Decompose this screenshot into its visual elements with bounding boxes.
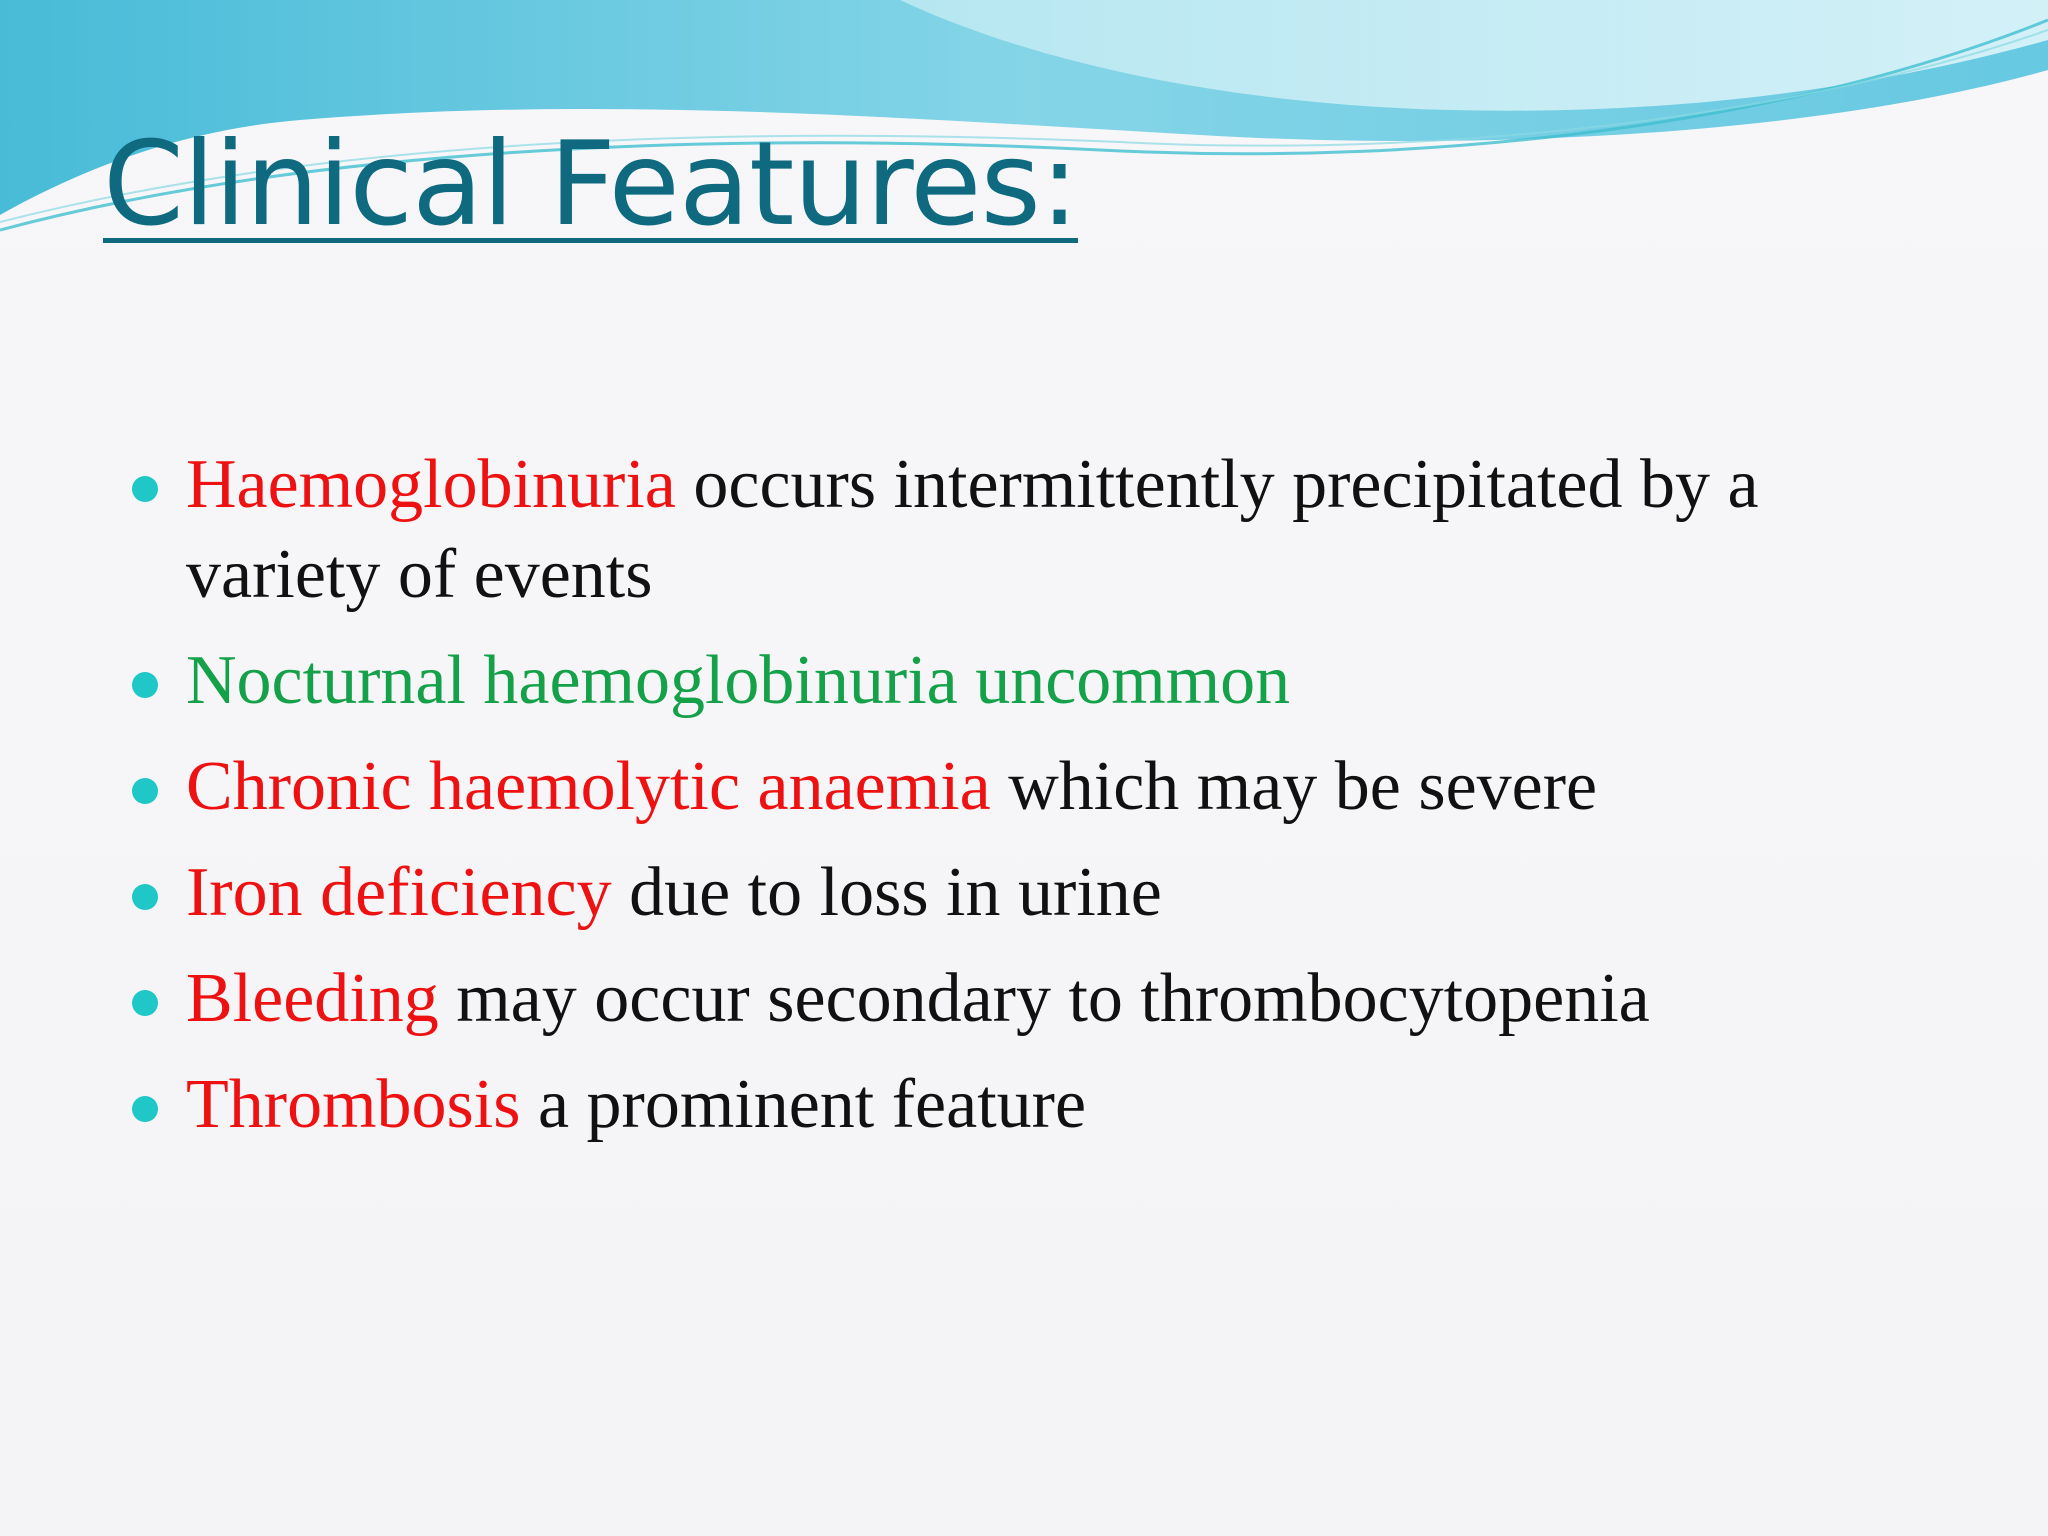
bullet-highlight: Chronic haemolytic anaemia [186, 748, 991, 825]
bullet-text: a prominent feature [520, 1066, 1087, 1143]
bullet-dot-icon [132, 990, 158, 1016]
bullet-text: which may be severe [990, 748, 1598, 825]
bullet-dot-icon [132, 778, 158, 804]
bullet-highlight: Iron deficiency [186, 854, 612, 931]
bullet-text: may occur secondary to thrombocytopenia [438, 960, 1650, 1037]
bullet-item [130, 848, 1930, 938]
bullet-dot-icon [132, 476, 158, 502]
bullet-text: occurs intermittently precipitated by a variety of events [186, 446, 1759, 613]
bullet-item [130, 636, 1930, 726]
bullet-highlight: Nocturnal haemoglobinuria uncommon [186, 642, 1291, 719]
bullet-dot-icon [132, 672, 158, 698]
slide-title: Clinical Features: [103, 117, 1079, 252]
bullet-text: due to loss in urine [611, 854, 1162, 931]
bullet-dot-icon [132, 1096, 158, 1122]
bullet-item [130, 742, 1930, 832]
bullet-list [130, 440, 1930, 1166]
bullet-item [130, 954, 1930, 1044]
bullet-highlight: Haemoglobinuria [186, 446, 676, 523]
bullet-dot-icon [132, 884, 158, 910]
bullet-item [130, 1060, 1930, 1150]
bullet-item [130, 440, 1930, 620]
bullet-highlight: Thrombosis [186, 1066, 521, 1143]
bullet-highlight: Bleeding [186, 960, 439, 1037]
